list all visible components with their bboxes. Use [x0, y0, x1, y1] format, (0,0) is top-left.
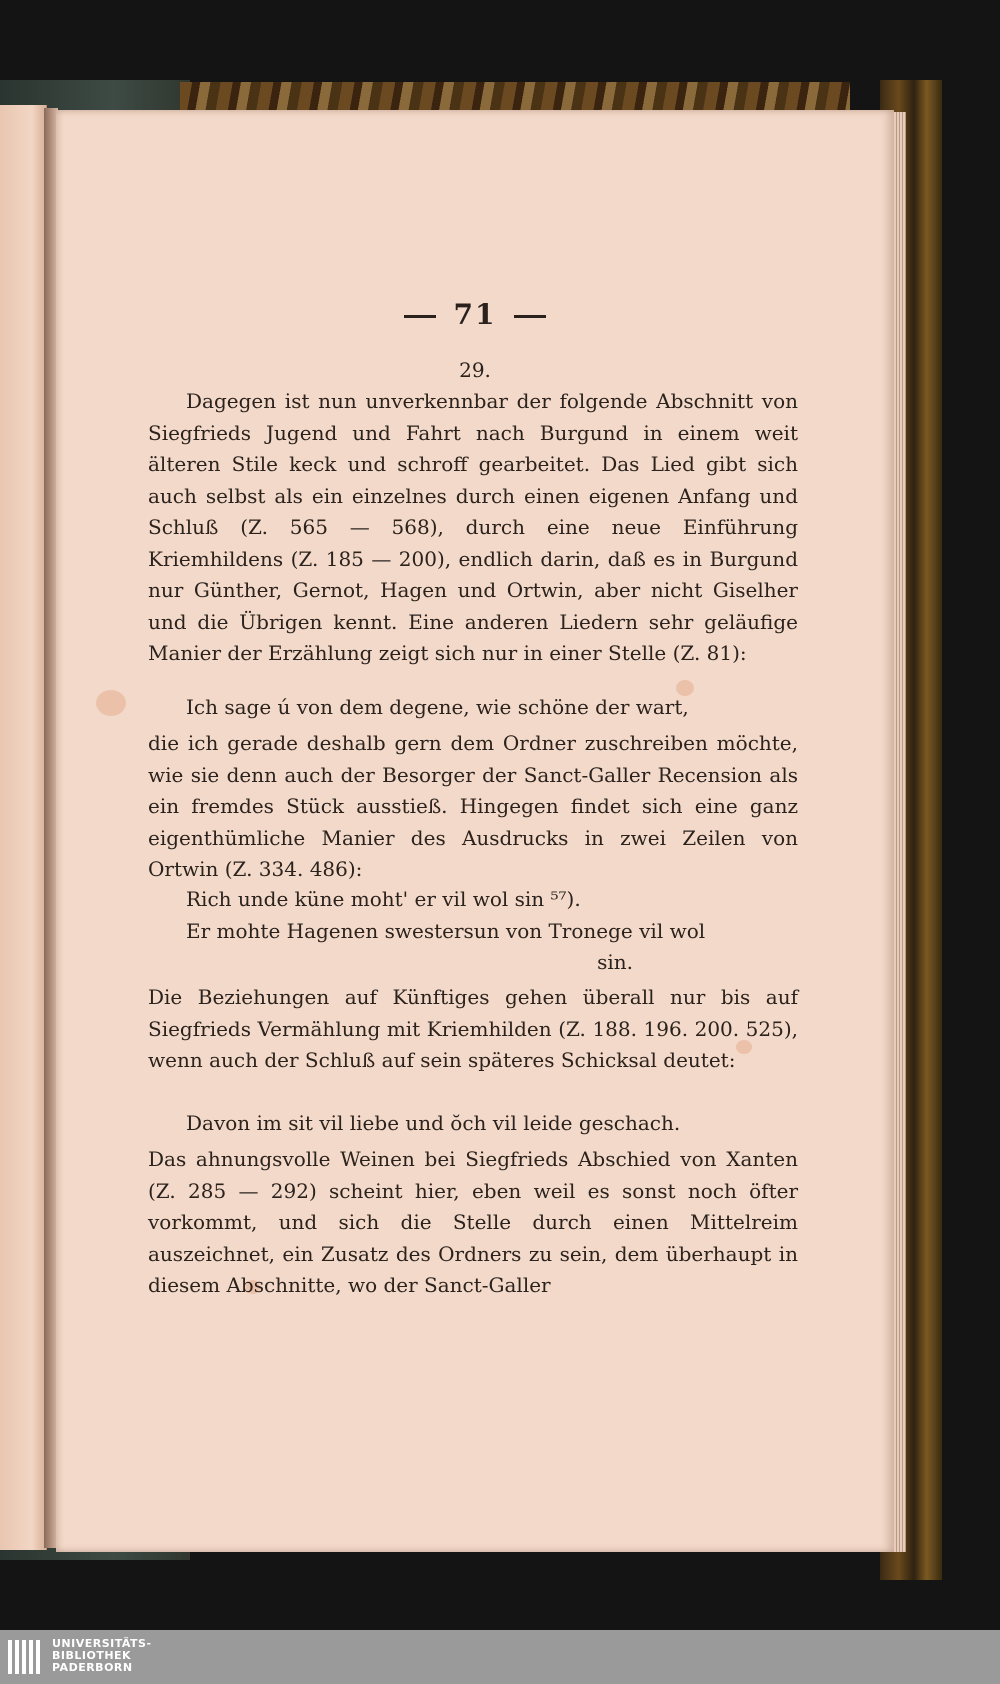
library-name	[52, 1638, 152, 1674]
page-text-block-4	[148, 1144, 798, 1302]
verse-4: Davon im sit vil liebe und ŏch vil leide geschach.	[186, 1111, 681, 1135]
section-number: 29.	[459, 358, 491, 382]
verse-block-1	[148, 692, 798, 724]
verse-3-continuation: sin.	[597, 950, 633, 974]
library-name-line-1: UNIVERSITÄTS-	[52, 1637, 152, 1650]
verse-1: Ich sage ú von dem degene, wie schöne der wart,	[186, 695, 689, 719]
page-text-block-3	[148, 982, 798, 1077]
verse-block-3	[148, 1108, 798, 1140]
page-number: 71	[453, 298, 497, 331]
verse-block-2	[148, 884, 798, 979]
verse-3: Er mohte Hagenen swestersun von Tronege vil wol	[186, 918, 706, 943]
foxing-spot	[96, 690, 126, 716]
page-text-block-1	[148, 386, 798, 670]
library-name-line-3: PADERBORN	[52, 1661, 133, 1674]
page-header	[56, 298, 894, 331]
library-footer-bar	[0, 1630, 1000, 1684]
left-page-edge	[0, 105, 47, 1550]
verse-2: Rich unde küne moht' er vil wol sin ⁵⁷).	[186, 887, 581, 911]
page-text-block-2	[148, 728, 798, 886]
paragraph-3: Die Beziehungen auf Künftiges gehen überall nur bis auf Siegfrieds Vermählung mit Kriemhilden (Z. 188. 196. 200. 525), wenn auch der Schluß auf sein späteres Schicksal deutet:	[148, 985, 798, 1072]
paragraph-1: Dagegen ist nun unverkennbar der folgende Abschnitt von Siegfrieds Jugend und Fahrt nach Burgund in einem weit älteren Stile keck und schroff gearbeitet. Das Lied gibt sich auch selbst als ein einzelnes durch einen eigenen Anfang und Schluß (Z. 565 — 568), durch eine neue Einführung Kriemhildens (Z. 185 — 200), endlich darin, daß es in Burgund nur Günther, Gernot, Hagen und Ortwin, aber nicht Giselher und die Übrigen kennt. Eine anderen Liedern sehr geläufige Manier der Erzählung zeigt sich nur in einer Stelle (Z. 81):	[148, 389, 798, 665]
library-logo-icon	[6, 1636, 46, 1678]
paragraph-4: Das ahnungsvolle Weinen bei Siegfrieds Abschied von Xanten (Z. 285 — 292) scheint hier, eben weil es sonst noch öfter vorkommt, und sich die Stelle durch einen Mittelreim auszeichnet, ein Zusatz des Ordners zu sein, dem überhaupt in diesem Abschnitte, wo der Sanct-Galler	[148, 1147, 798, 1297]
paragraph-2: die ich gerade deshalb gern dem Ordner zuschreiben möchte, wie sie denn auch der Besorger der Sanct-Galler Recension als ein fremdes Stück ausstieß. Hingegen findet sich eine ganz eigenthümliche Manier des Ausdrucks in zwei Zeilen von Ortwin (Z. 334. 486):	[148, 731, 798, 881]
book-page	[56, 110, 894, 1552]
header-dash-left	[404, 315, 436, 318]
header-dash-right	[514, 315, 546, 318]
library-name-line-2: BIBLIOTHEK	[52, 1649, 132, 1662]
